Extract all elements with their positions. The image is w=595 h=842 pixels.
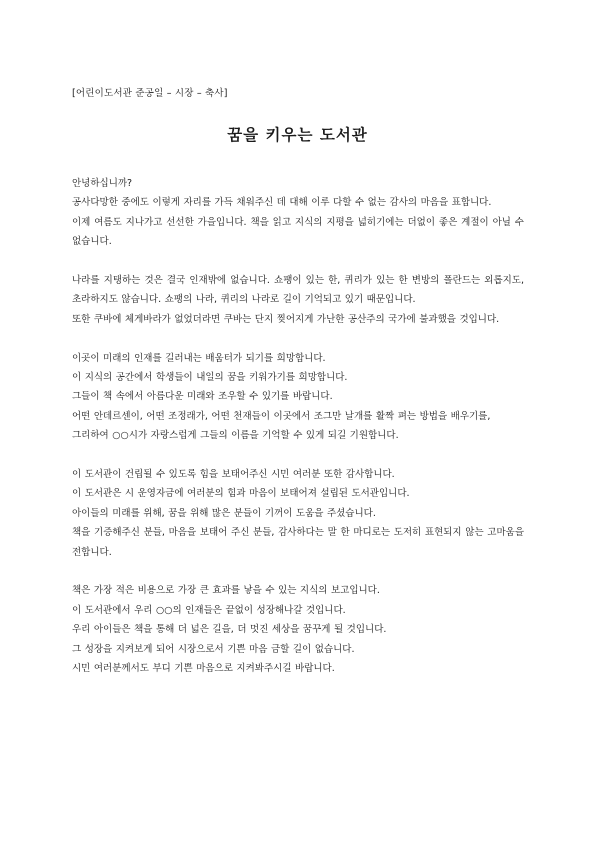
paragraph xyxy=(72,581,524,678)
paragraph-line: 이곳이 미래의 인재를 길러내는 배움터가 되기를 희망합니다. xyxy=(72,352,326,364)
document-header-tag: [어린이도서관 준공일 – 시장 – 축사] xyxy=(72,88,228,99)
paragraph-line: 이제 여름도 지나가고 선선한 가을입니다. 책을 읽고 지식의 지평을 넓히기에는 더없이 좋은 계절이 아닐 수 없습니다. xyxy=(72,216,524,248)
paragraph-line: 안녕하십니까? xyxy=(72,178,133,189)
paragraph-line: 책을 기증해주신 분들, 마음을 보태어 주신 분들, 감사하다는 말 한 마디로는 도저히 표현되지 않는 고마움을 전합니다. xyxy=(72,527,524,558)
paragraph xyxy=(72,271,524,329)
paragraph-line: 어떤 안데르센이, 어떤 조정래가, 어떤 천재들이 이곳에서 조그만 날개를 활짝 펴는 방법을 배우기를, xyxy=(72,410,491,422)
paragraph-line: 책은 가장 적은 비용으로 가장 큰 효과를 낳을 수 있는 지식의 보고입니다. xyxy=(72,585,380,597)
paragraph-line: 또한 쿠바에 체게바라가 없었더라면 쿠바는 단지 찢어지게 가난한 공산주의 국가에 불과했을 것입니다. xyxy=(72,313,500,325)
paragraph-line: 시민 여러분께서도 부디 기쁜 마음으로 지켜봐주시길 바랍니다. xyxy=(72,663,335,675)
paragraph-line: 아이들의 미래를 위해, 꿈을 위해 많은 분들이 기꺼이 도움을 주셨습니다. xyxy=(72,507,376,519)
paragraph-line: 이 도서관은 시 운영자금에 여러분의 힘과 마음이 보태어져 설립된 도서관입니다. xyxy=(72,488,410,500)
paragraph-line: 나라를 지탱하는 것은 결국 인재밖에 없습니다. 쇼팽이 있는 한, 퀴리가 있는 한 변방의 폴란드는 외롭지도, 초라하지도 않습니다. 쇼팽의 나라, 퀴리의 나라로 길이 기억되고 있기 때문입니다. xyxy=(72,275,524,306)
paragraph xyxy=(72,349,524,446)
paragraph-line: 이 도서관에서 우리 ○○의 인재들은 끝없이 성장해나갈 것입니다. xyxy=(72,604,346,616)
paragraph xyxy=(72,465,524,562)
paragraph-line: 이 도서관이 건립될 수 있도록 힘을 보태어주신 시민 여러분 또한 감사합니다. xyxy=(72,469,395,481)
paragraph-line: 그들이 책 속에서 아름다운 미래와 조우할 수 있기를 바랍니다. xyxy=(72,391,333,403)
paragraph-line: 우리 아이들은 책을 통해 더 넓은 길을, 더 멋진 세상을 꿈꾸게 될 것입니다. xyxy=(72,624,387,636)
paragraph-line: 이 지식의 공간에서 학생들이 내일의 꿈을 키워가기를 희망합니다. xyxy=(72,372,348,384)
paragraph xyxy=(72,174,524,252)
document-body xyxy=(72,174,524,679)
paragraph-line: 그리하여 ○○시가 자랑스럽게 그들의 이름을 기억할 수 있게 되길 기원합니다. xyxy=(72,430,399,442)
paragraph-line: 그 성장을 지켜보게 되어 시장으로서 기쁜 마음 금할 길이 없습니다. xyxy=(72,643,355,655)
document-title: 꿈을 키우는 도서관 xyxy=(227,126,368,144)
paragraph-line: 공사다망한 중에도 이렇게 자리를 가득 채워주신 데 대해 이루 다할 수 없는 감사의 마음을 표합니다. xyxy=(72,197,492,209)
